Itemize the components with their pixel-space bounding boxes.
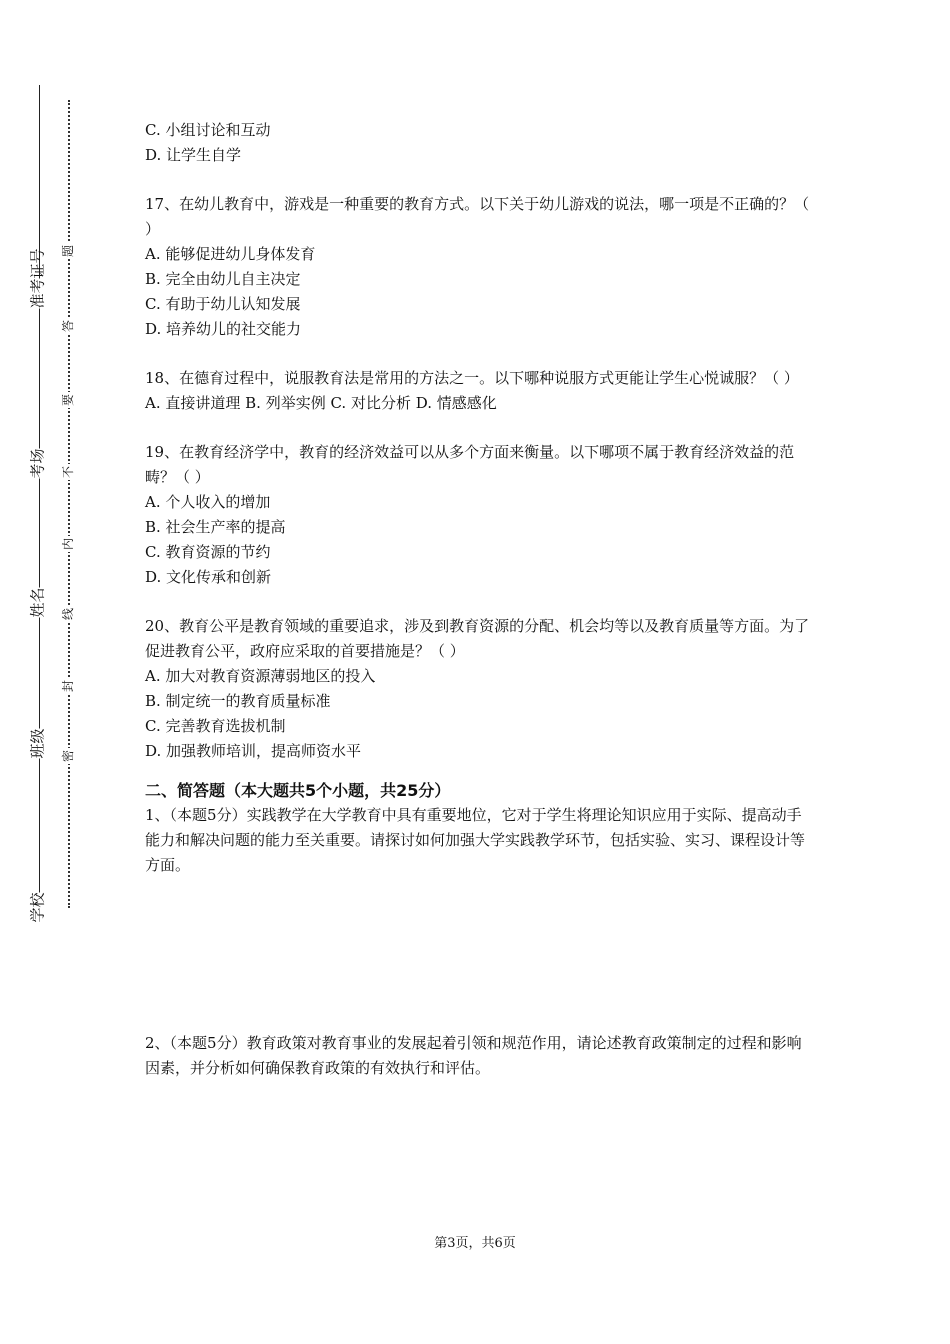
seal-char: 线 <box>61 608 75 621</box>
question-stem: 17、在幼儿教育中，游戏是一种重要的教育方式。以下关于幼儿游戏的说法，哪一项是不正确的？（ ） <box>145 195 810 238</box>
option: D. 文化传承和创新 <box>145 568 272 586</box>
exam-id-label: 准考证号 <box>28 248 47 309</box>
option: B. 完全由幼儿自主决定 <box>145 270 301 288</box>
question-stem: 19、在教育经济学中，教育的经济效益可以从多个方面来衡量。以下哪项不属于教育经济效益的范畴？（ ） <box>145 443 795 486</box>
section-title: 二、简答题（本大题共5个小题，共25分） <box>145 781 451 800</box>
binding-margin <box>0 0 110 1344</box>
option: C. 完善教育选拔机制 <box>145 717 286 735</box>
seal-char: 不 <box>61 466 75 479</box>
short-answer-question-1: 1、（本题5分）实践教学在大学教育中具有重要地位，它对于学生将理论知识应用于实际、提高动手能力和解决问题的能力至关重要。请探讨如何加强大学实践教学环节，包括实验、实习、课程设计等方面。 <box>145 806 806 874</box>
exam-room-label: 考场 <box>28 448 47 479</box>
option: B. 社会生产率的提高 <box>145 518 286 536</box>
question-16-continued <box>145 118 815 168</box>
seal-char: 要 <box>61 394 75 407</box>
option: C. 小组讨论和互动 <box>145 121 271 139</box>
seal-char: 封 <box>61 680 75 693</box>
option: A. 加大对教育资源薄弱地区的投入 <box>145 667 376 685</box>
answer-space <box>145 878 815 1031</box>
question-20 <box>145 614 815 764</box>
question-18 <box>145 366 815 416</box>
seal-char: 题 <box>61 245 75 258</box>
option: C. 教育资源的节约 <box>145 543 271 561</box>
option: D. 让学生自学 <box>145 146 242 164</box>
option-row: A. 直接讲道理 B. 列举实例 C. 对比分析 D. 情感感化 <box>145 394 497 412</box>
option: B. 制定统一的教育质量标准 <box>145 692 331 710</box>
fill-in-line <box>39 85 40 920</box>
school-label: 学校 <box>28 892 47 923</box>
question-19 <box>145 440 815 590</box>
option: A. 能够促进幼儿身体发育 <box>145 245 316 263</box>
seal-char: 内 <box>61 538 75 551</box>
option: C. 有助于幼儿认知发展 <box>145 295 301 313</box>
seal-char: 密 <box>61 750 75 763</box>
seal-char: 答 <box>61 320 75 333</box>
question-stem: 20、教育公平是教育领域的重要追求，涉及到教育资源的分配、机会均等以及教育质量等方面。为了促进教育公平，政府应采取的首要措施是？（ ） <box>145 617 810 660</box>
question-17 <box>145 192 815 342</box>
option: A. 个人收入的增加 <box>145 493 271 511</box>
question-stem: 18、在德育过程中，说服教育法是常用的方法之一。以下哪种说服方式更能让学生心悦诚服？（ ） <box>145 369 799 387</box>
name-label: 姓名 <box>28 587 47 618</box>
option: D. 加强教师培训，提高师资水平 <box>145 742 362 760</box>
short-answer-question-2: 2、（本题5分）教育政策对教育事业的发展起着引领和规范作用，请论述教育政策制定的过程和影响因素，并分析如何确保教育政策的有效执行和评估。 <box>145 1034 802 1077</box>
class-label: 班级 <box>28 728 47 759</box>
page-number: 第3页，共6页 <box>434 1236 516 1251</box>
exam-content <box>145 118 815 1081</box>
seal-dotted-line <box>68 100 70 908</box>
option: D. 培养幼儿的社交能力 <box>145 320 302 338</box>
